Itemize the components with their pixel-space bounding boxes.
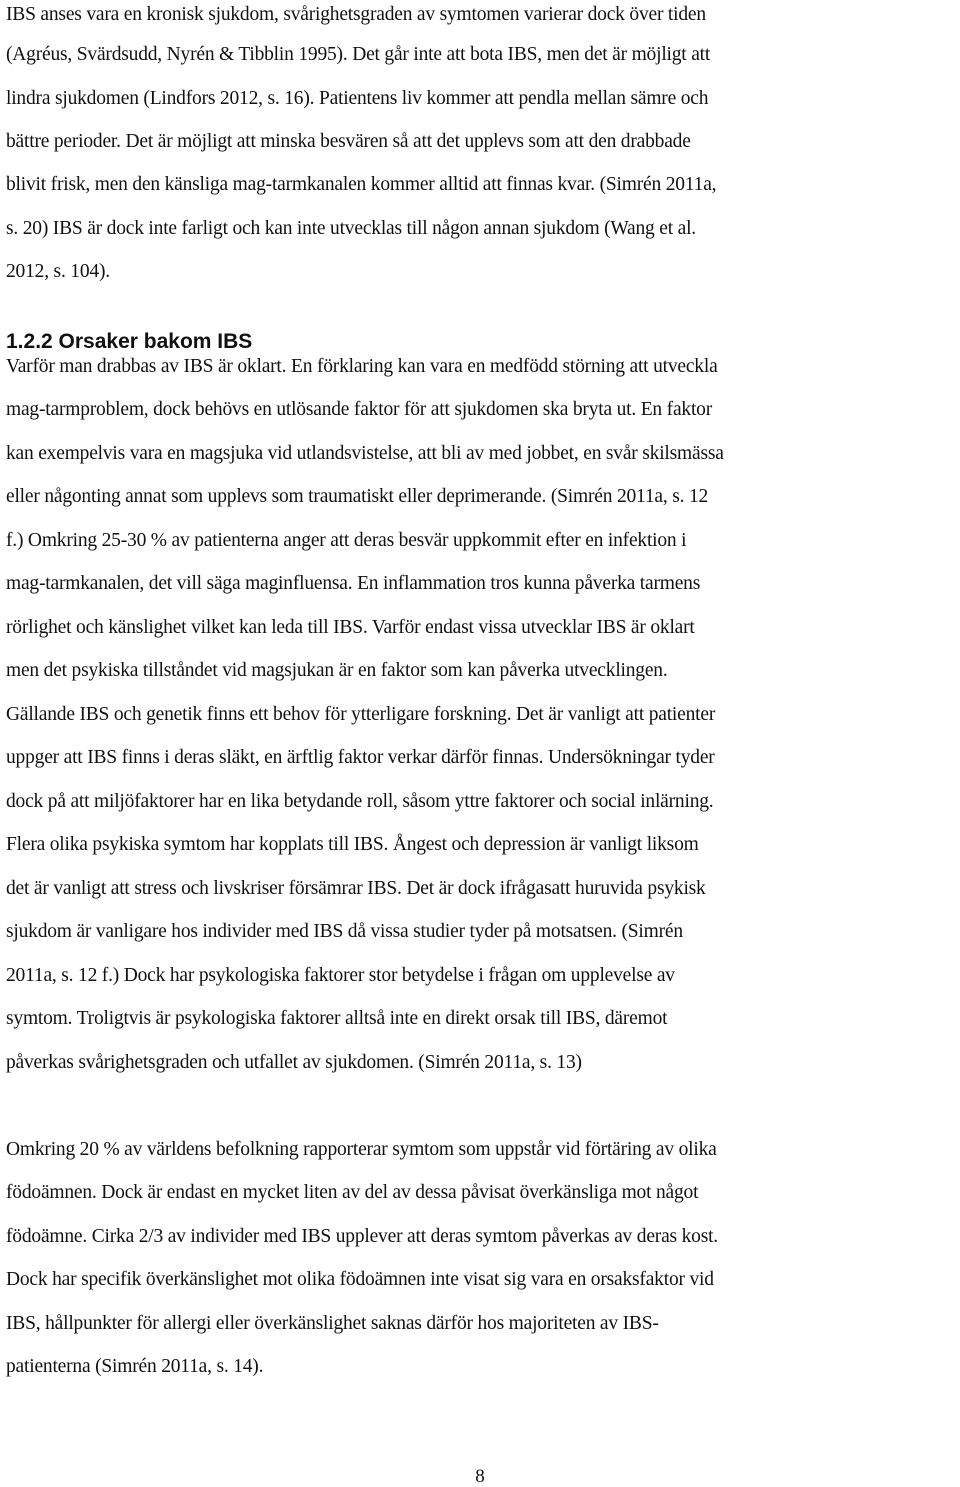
page-number: 8 (475, 1466, 485, 1487)
text-line: lindra sjukdomen (Lindfors 2012, s. 16). Patientens liv kommer att pendla mellan sämre och (6, 88, 709, 109)
text-line: 2011a, s. 12 f.) Dock har psykologiska faktorer stor betydelse i frågan om upplevelse av (6, 965, 675, 986)
text-line: påverkas svårighetsgraden och utfallet av sjukdomen. (Simrén 2011a, s. 13) (6, 1052, 582, 1073)
text-line: Varför man drabbas av IBS är oklart. En förklaring kan vara en medfödd störning att utveckla (6, 356, 718, 377)
text-line: födoämnen. Dock är endast en mycket liten av del av dessa påvisat överkänsliga mot något (6, 1182, 699, 1203)
text-line: patienterna (Simrén 2011a, s. 14). (6, 1356, 264, 1377)
text-line: mag-tarmkanalen, det vill säga maginfluensa. En inflammation tros kunna påverka tarmens (6, 573, 701, 594)
text-line: uppger att IBS finns i deras släkt, en ärftlig faktor verkar därför finnas. Undersökningar tyder (6, 747, 715, 768)
text-line: IBS anses vara en kronisk sjukdom, svårighetsgraden av symtomen varierar dock över tiden (6, 4, 706, 25)
text-line: det är vanligt att stress och livskriser försämrar IBS. Det är dock ifrågasatt huruvida psykisk (6, 878, 706, 899)
text-line: men det psykiska tillståndet vid magsjukan är en faktor som kan påverka utvecklingen. (6, 660, 668, 681)
text-line: 2012, s. 104). (6, 261, 110, 282)
text-line: sjukdom är vanligare hos individer med IBS då vissa studier tyder på motsatsen. (Simrén (6, 921, 683, 942)
text-line: födoämne. Cirka 2/3 av individer med IBS upplever att deras symtom påverkas av deras kost. (6, 1226, 718, 1247)
text-line: IBS, hållpunkter för allergi eller överkänslighet saknas därför hos majoriteten av IBS- (6, 1313, 659, 1334)
section-heading: 1.2.2 Orsaker bakom IBS (6, 330, 253, 353)
text-line: Flera olika psykiska symtom har kopplats till IBS. Ångest och depression är vanligt liksom (6, 834, 699, 855)
text-line: Dock har specifik överkänslighet mot olika födoämnen inte visat sig vara en orsaksfaktor vid (6, 1269, 714, 1290)
text-line: (Agréus, Svärdsudd, Nyrén & Tibblin 1995). Det går inte att bota IBS, men det är möjligt att (6, 44, 711, 65)
text-line: mag-tarmproblem, dock behövs en utlösande faktor för att sjukdomen ska bryta ut. En faktor (6, 399, 713, 420)
text-line: symtom. Troligtvis är psykologiska faktorer alltså inte en direkt orsak till IBS, däremot (6, 1008, 668, 1029)
text-line: eller någonting annat som upplevs som traumatiskt eller deprimerande. (Simrén 2011a, s. 12 (6, 486, 709, 507)
text-line: dock på att miljöfaktorer har en lika betydande roll, såsom yttre faktorer och social inlärning. (6, 791, 714, 812)
text-line: kan exempelvis vara en magsjuka vid utlandsvistelse, att bli av med jobbet, en svår skilsmässa (6, 443, 724, 464)
text-line: blivit frisk, men den känsliga mag-tarmkanalen kommer alltid att finnas kvar. (Simrén 2011a, (6, 174, 717, 195)
text-line: bättre perioder. Det är möjligt att minska besvären så att det upplevs som att den drabbade (6, 131, 691, 152)
text-line: s. 20) IBS är dock inte farligt och kan inte utvecklas till någon annan sjukdom (Wang et al. (6, 218, 696, 239)
text-line: f.) Omkring 25-30 % av patienterna anger att deras besvär uppkommit efter en infektion i (6, 530, 687, 551)
text-line: Gällande IBS och genetik finns ett behov för ytterligare forskning. Det är vanligt att patienter (6, 704, 716, 725)
text-line: Omkring 20 % av världens befolkning rapporterar symtom som uppstår vid förtäring av olika (6, 1139, 717, 1160)
text-line: rörlighet och känslighet vilket kan leda till IBS. Varför endast vissa utvecklar IBS är oklart (6, 617, 695, 638)
